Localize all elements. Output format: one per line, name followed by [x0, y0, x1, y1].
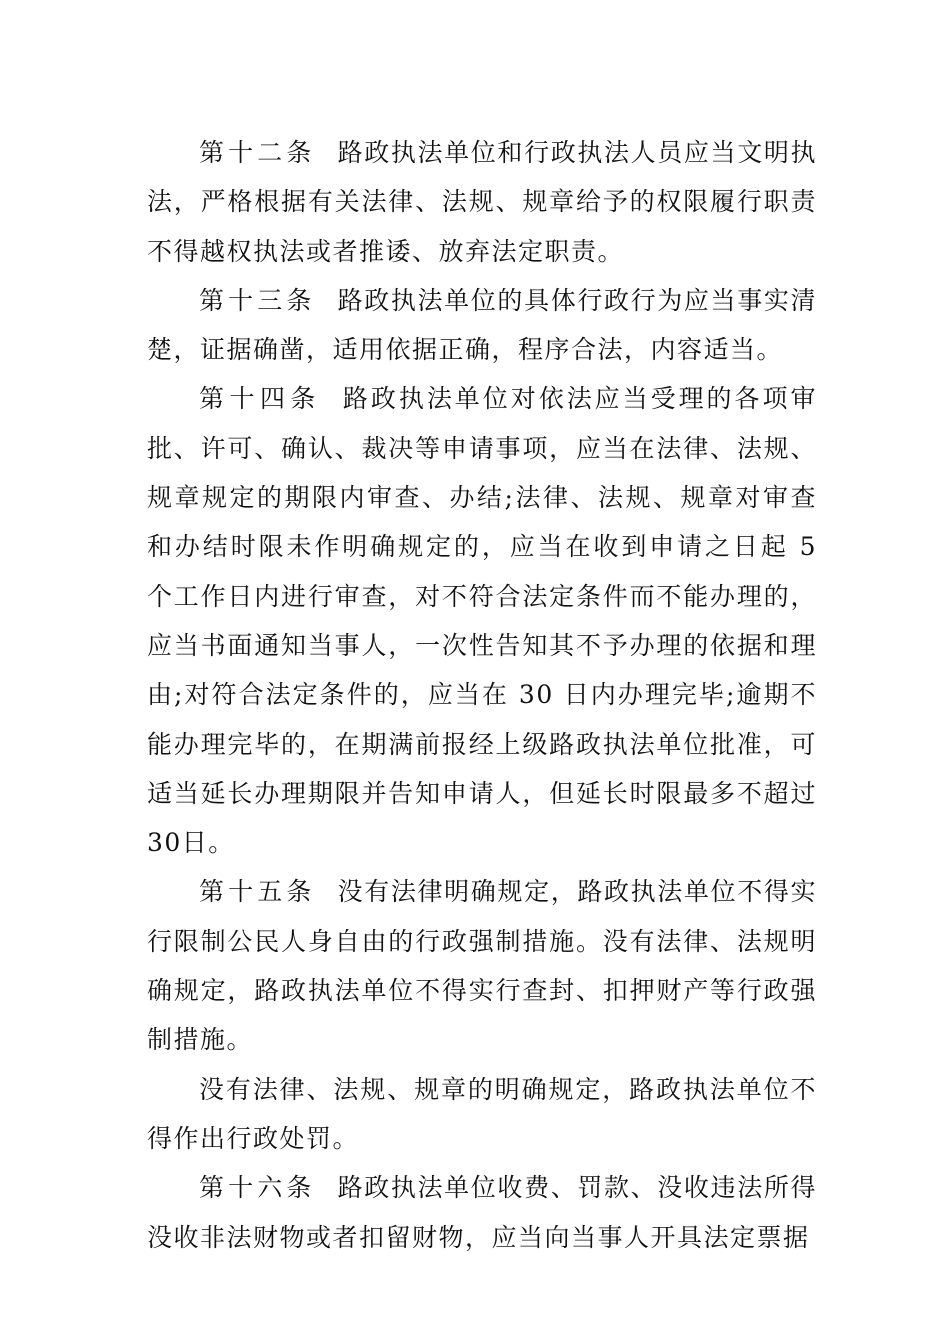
article-text: 路政执法单位收费、罚款、没收违法所得没收非法财物或者扣留财物，应当向当事人开具法定票据	[147, 1173, 817, 1252]
document-body	[147, 128, 817, 1262]
paragraph-article-16	[147, 1163, 817, 1262]
article-number: 第十四条	[199, 384, 321, 414]
paragraph-article-14	[147, 374, 817, 867]
article-text: 路政执法单位的具体行政行为应当事实清楚，证据确凿，适用依据正确，程序合法，内容适当。	[147, 285, 817, 365]
paragraph-article-13	[147, 276, 817, 375]
paragraph-article-15	[147, 867, 817, 1064]
article-number: 第十五条	[199, 877, 316, 907]
paragraph-article-15-clause-2	[147, 1065, 817, 1164]
article-number: 第十三条	[199, 285, 316, 315]
article-text: 没有法律明确规定，路政执法单位不得实行限制公民人身自由的行政强制措施。没有法律、法规明确规定，路政执法单位不得实行查封、扣押财产等行政强制措施。	[147, 877, 817, 1055]
article-number: 第十六条	[199, 1173, 316, 1203]
paragraph-article-12	[147, 128, 817, 276]
article-number: 第十二条	[199, 138, 316, 167]
article-text: 路政执法单位对依法应当受理的各项审批、许可、确认、裁决等申请事项，应当在法律、法规、规章规定的期限内审查、办结;法律、法规、规章对审查和办结时限未作明确规定的，应当在收到申请之日起 5 个工作日内进行审查，对不符合法定条件而不能办理的，应当书面通知当事人，一次性告知其不予办理的依据和理由;对符合法定条件的，应当在 30 日内办理完毕;逾期不能办理完毕的，在期满前报经上级路政执法单位批准，可适当延长办理期限并告知申请人，但延长时限最多不超过30日。	[147, 384, 817, 858]
article-text: 路政执法单位和行政执法人员应当文明执法，严格根据有关法律、法规、规章给予的权限履行职责不得越权执法或者推诿、放弃法定职责。	[147, 138, 817, 266]
article-text: 没有法律、法规、规章的明确规定，路政执法单位不得作出行政处罚。	[147, 1074, 817, 1153]
